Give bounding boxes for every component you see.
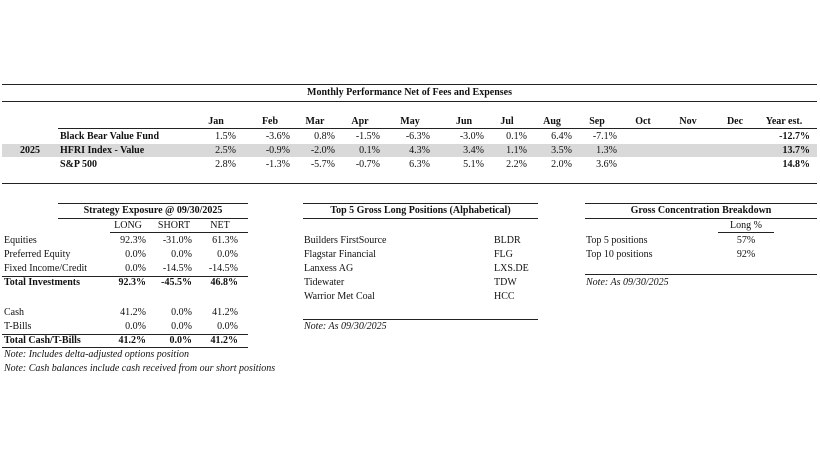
exposure-title: Strategy Exposure @ 09/30/2025 — [83, 205, 223, 216]
perf-cell: 0.1% — [359, 145, 380, 156]
month-header: Apr — [351, 116, 369, 127]
top-rule — [2, 84, 817, 85]
position-name: Tidewater — [304, 277, 345, 288]
exposure-bottom-rule — [2, 347, 248, 348]
exposure-top-rule — [58, 203, 248, 204]
fund-name: Black Bear Value Fund — [60, 131, 160, 142]
perf-cell: 2.8% — [215, 159, 236, 170]
exposure-cell: 41.2% — [118, 335, 146, 346]
exposure-note-1: Note: Includes delta-adjusted options position — [4, 349, 189, 360]
perf-cell: 0.8% — [314, 131, 335, 142]
month-header: Feb — [261, 116, 279, 127]
exposure-cell: 41.2% — [120, 307, 146, 318]
perf-cell: 3.5% — [551, 145, 572, 156]
perf-cell: -7.1% — [592, 131, 617, 142]
perf-cell: -0.9% — [265, 145, 290, 156]
exposure-cell: 0.0% — [217, 321, 238, 332]
month-header: May — [400, 116, 420, 127]
position-name: Flagstar Financial — [304, 249, 376, 260]
perf-cell: 14.8% — [782, 159, 810, 170]
top5-note: Note: As 09/30/2025 — [304, 321, 387, 332]
conc-value: 57% — [736, 235, 756, 246]
header-rule — [58, 128, 817, 129]
exposure-label: Total Investments — [4, 277, 81, 288]
perf-cell: -2.0% — [310, 145, 335, 156]
month-header: Year est. — [765, 116, 803, 127]
perf-cell: 0.1% — [506, 131, 527, 142]
exposure-cell: 0.0% — [125, 321, 146, 332]
conc-top-rule — [585, 203, 817, 204]
top5-note-rule — [303, 319, 538, 320]
perf-cell: 2.2% — [506, 159, 527, 170]
bottom-rule — [2, 183, 817, 184]
exposure-header: NET — [210, 220, 230, 231]
conc-title: Gross Concentration Breakdown — [630, 205, 772, 216]
month-header: Jul — [500, 116, 514, 127]
exposure-title-rule — [58, 218, 248, 219]
perf-cell: 4.3% — [409, 145, 430, 156]
month-header: Jun — [455, 116, 473, 127]
position-name: Lanxess AG — [304, 263, 354, 274]
exposure-label: T-Bills — [4, 321, 32, 332]
monthly-title: Monthly Performance Net of Fees and Expenses — [307, 87, 512, 98]
exposure-cell: 0.0% — [171, 307, 192, 318]
exposure-cell: 41.2% — [210, 335, 238, 346]
exposure-cell: -31.0% — [162, 235, 192, 246]
top5-top-rule — [303, 203, 538, 204]
exposure-label: Equities — [4, 235, 37, 246]
conc-value: 92% — [736, 249, 756, 260]
perf-cell: -0.7% — [355, 159, 380, 170]
exposure-cell: 0.0% — [169, 335, 192, 346]
fund-name: HFRI Index - Value — [60, 145, 145, 156]
title-rule — [2, 101, 817, 102]
exposure-cell: 41.2% — [212, 307, 238, 318]
exposure-cell: 0.0% — [171, 321, 192, 332]
month-header: Dec — [726, 116, 744, 127]
exposure-header: LONG — [114, 220, 142, 231]
perf-cell: -1.3% — [265, 159, 290, 170]
exposure-cell: 92.3% — [120, 235, 146, 246]
perf-cell: 2.0% — [551, 159, 572, 170]
fund-name: S&P 500 — [60, 159, 97, 170]
exposure-cell: 46.8% — [210, 277, 238, 288]
position-ticker: TDW — [494, 277, 517, 288]
month-header: Mar — [305, 116, 325, 127]
exposure-cell: 92.3% — [118, 277, 146, 288]
conc-header: Long % — [730, 220, 762, 231]
conc-header-rule — [718, 232, 774, 233]
exposure-cell: -45.5% — [161, 277, 192, 288]
perf-cell: 13.7% — [782, 145, 810, 156]
exposure-cell: -14.5% — [162, 263, 192, 274]
perf-cell: 1.5% — [215, 131, 236, 142]
perf-cell: 5.1% — [463, 159, 484, 170]
perf-cell: 2.5% — [215, 145, 236, 156]
month-header: Oct — [635, 116, 651, 127]
position-name: Builders FirstSource — [304, 235, 387, 246]
exposure-note-2: Note: Cash balances include cash received from our short positions — [4, 363, 276, 374]
perf-cell: 1.1% — [506, 145, 527, 156]
position-ticker: LXS.DE — [494, 263, 529, 274]
exposure-label: Preferred Equity — [4, 249, 71, 260]
position-name: Warrior Met Coal — [304, 291, 375, 302]
conc-note: Note: As 09/30/2025 — [586, 277, 669, 288]
exposure-cell: 0.0% — [125, 263, 146, 274]
month-header: Aug — [543, 116, 561, 127]
exposure-label: Cash — [4, 307, 24, 318]
top5-title-rule — [303, 218, 538, 219]
conc-note-rule — [585, 274, 817, 275]
exposure-cell: 0.0% — [125, 249, 146, 260]
top5-title: Top 5 Gross Long Positions (Alphabetical) — [330, 205, 511, 216]
position-ticker: BLDR — [494, 235, 521, 246]
month-header: Sep — [589, 116, 605, 127]
position-ticker: FLG — [494, 249, 513, 260]
perf-cell: 3.4% — [463, 145, 484, 156]
perf-cell: -3.6% — [265, 131, 290, 142]
exposure-label: Total Cash/T-Bills — [4, 335, 81, 346]
exposure-cell: 61.3% — [212, 235, 238, 246]
perf-cell: 3.6% — [596, 159, 617, 170]
perf-cell: 6.4% — [551, 131, 572, 142]
exposure-label: Fixed Income/Credit — [4, 263, 88, 274]
perf-cell: -5.7% — [310, 159, 335, 170]
perf-cell: 6.3% — [409, 159, 430, 170]
perf-cell: 1.3% — [596, 145, 617, 156]
position-ticker: HCC — [494, 291, 515, 302]
conc-label: Top 10 positions — [586, 249, 653, 260]
exposure-header: SHORT — [157, 220, 191, 231]
exposure-cell: -14.5% — [208, 263, 238, 274]
perf-cell: -1.5% — [355, 131, 380, 142]
exposure-cell: 0.0% — [217, 249, 238, 260]
month-header: Nov — [679, 116, 697, 127]
month-header: Jan — [208, 116, 224, 127]
conc-title-rule — [585, 218, 817, 219]
total-rule — [2, 334, 248, 335]
year-label: 2025 — [20, 145, 40, 156]
exposure-header-rule — [110, 232, 248, 233]
perf-cell: -3.0% — [459, 131, 484, 142]
total-rule — [2, 276, 248, 277]
perf-cell: -12.7% — [779, 131, 810, 142]
exposure-cell: 0.0% — [171, 249, 192, 260]
perf-cell: -6.3% — [405, 131, 430, 142]
conc-label: Top 5 positions — [586, 235, 648, 246]
